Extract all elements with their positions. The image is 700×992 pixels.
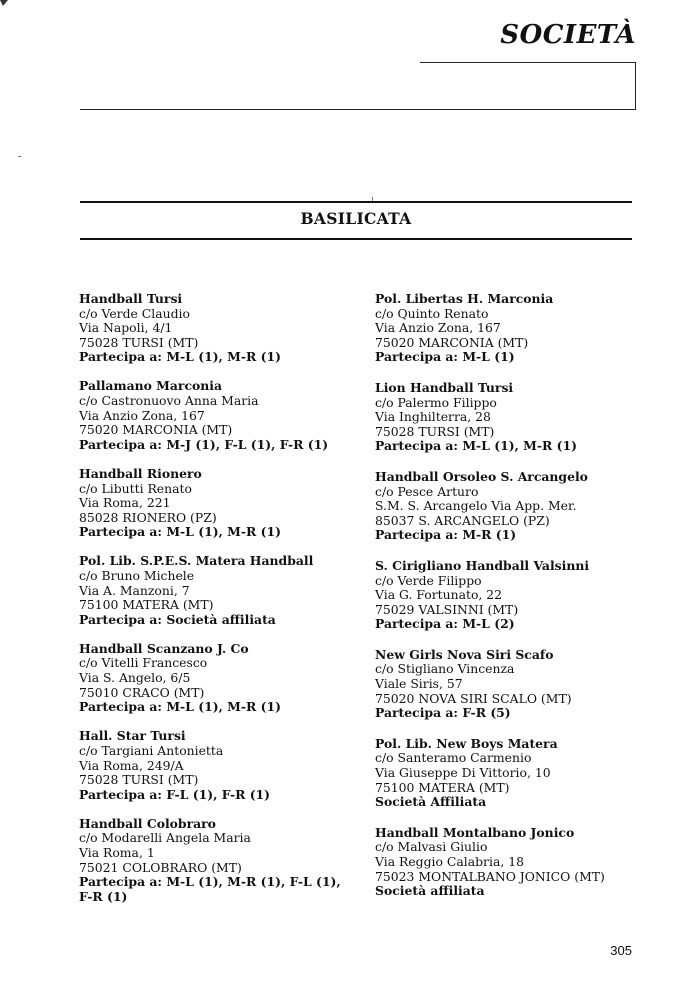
address-line: 75020 MARCONIA (MT): [375, 334, 529, 350]
address-line: c/o Palermo Filippo: [375, 394, 497, 410]
participation-line: Partecipa a: Società affiliata: [79, 611, 276, 627]
left-column: [79, 292, 354, 919]
address-line: 75020 NOVA SIRI SCALO (MT): [375, 690, 572, 706]
address-line: 85037 S. ARCANGELO (PZ): [375, 512, 550, 528]
society-entry: [79, 817, 354, 905]
address-line: 75021 COLOBRARO (MT): [79, 859, 242, 875]
address-line: c/o Santeramo Carmenio: [375, 750, 532, 766]
society-entry: [375, 826, 640, 899]
address-line: 75100 MATERA (MT): [375, 779, 510, 795]
address-line: Via Roma, 221: [79, 495, 171, 511]
address-line: c/o Verde Claudio: [79, 305, 190, 321]
address-line: 75028 TURSI (MT): [79, 772, 199, 788]
address-line: c/o Quinto Renato: [375, 305, 489, 321]
section-title: SOCIETÀ: [500, 20, 636, 50]
address-line: Via Giuseppe Di Vittorio, 10: [375, 765, 551, 781]
header-rule: [80, 109, 636, 110]
society-entry: [375, 470, 640, 543]
address-line: c/o Libutti Renato: [79, 480, 192, 496]
address-line: Via G. Fortunato, 22: [375, 587, 503, 603]
society-name: Handball Colobraro: [79, 815, 216, 831]
society-entry: [79, 729, 354, 802]
address-line: c/o Vitelli Francesco: [79, 655, 208, 671]
header-frame: [420, 62, 636, 110]
participation-line: Partecipa a: M-L (2): [375, 616, 515, 632]
society-name: Pol. Libertas H. Marconia: [375, 291, 554, 306]
address-line: c/o Modarelli Angela Maria: [79, 830, 251, 846]
participation-line: Partecipa a: M-L (1), M-R (1): [79, 699, 281, 715]
society-name: Pallamano Marconia: [79, 378, 223, 394]
participation-line: Partecipa a: M-J (1), F-L (1), F-R (1): [79, 436, 329, 452]
society-entry: [375, 559, 640, 632]
society-entry: [79, 379, 354, 452]
address-line: c/o Pesce Arturo: [375, 483, 479, 499]
society-entry: [79, 554, 354, 627]
address-line: c/o Verde Filippo: [375, 572, 482, 588]
address-line: c/o Castronuovo Anna Maria: [79, 393, 259, 409]
address-line: 85028 RIONERO (PZ): [79, 509, 217, 525]
address-line: Via Anzio Zona, 167: [375, 320, 501, 336]
society-name: New Girls Nova Siri Scafo: [375, 646, 554, 662]
participation-line: Partecipa a: M-R (1): [375, 527, 517, 543]
region-title: BASILICATA: [300, 209, 412, 228]
address-line: Via Anzio Zona, 167: [79, 407, 205, 423]
address-line: Via Inghilterra, 28: [375, 409, 491, 425]
address-line: c/o Stigliano Vincenza: [375, 661, 515, 677]
address-line: 75020 MARCONIA (MT): [79, 422, 233, 438]
address-line: S.M. S. Arcangelo Via App. Mer.: [375, 498, 577, 514]
region-bottom-rule: [80, 238, 632, 240]
address-line: 75100 MATERA (MT): [79, 597, 214, 613]
address-line: Via Reggio Calabria, 18: [375, 854, 524, 869]
scan-speck: [18, 156, 21, 157]
participation-line: Partecipa a: F-R (5): [375, 705, 511, 721]
society-name: Handball Tursi: [79, 291, 183, 306]
address-line: Via Roma, 1: [79, 845, 155, 860]
participation-line: Partecipa a: M-L (1), M-R (1): [79, 349, 281, 365]
address-line: Via Roma, 249/A: [79, 757, 184, 773]
society-entry: [79, 467, 354, 540]
participation-line: Società Affiliata: [375, 794, 487, 810]
address-line: 75028 TURSI (MT): [79, 334, 199, 350]
address-line: Via A. Manzoni, 7: [79, 582, 190, 598]
society-name: S. Cirigliano Handball Valsinni: [375, 557, 590, 573]
society-name: Hall. Star Tursi: [79, 728, 186, 744]
address-line: c/o Malvasi Giulio: [375, 839, 488, 855]
region-top-rule: [80, 201, 632, 203]
society-name: Pol. Lib. New Boys Matera: [375, 735, 558, 751]
participation-line: Partecipa a: M-L (1), M-R (1): [375, 438, 577, 454]
society-entry: [375, 737, 640, 810]
participation-line: Società affiliata: [375, 883, 485, 899]
address-line: Via S. Angelo, 6/5: [79, 670, 191, 686]
address-line: Viale Siris, 57: [375, 676, 463, 692]
participation-line: F-R (1): [79, 888, 128, 904]
society-name: Pol. Lib. S.P.E.S. Matera Handball: [79, 553, 314, 569]
society-entry: [375, 381, 640, 454]
address-line: 75028 TURSI (MT): [375, 423, 495, 439]
society-name: Handball Orsoleo S. Arcangelo: [375, 468, 588, 484]
address-line: 75010 CRACO (MT): [79, 684, 205, 700]
participation-line: Partecipa a: M-L (1), M-R (1), F-L (1),: [79, 874, 341, 890]
address-line: 75029 VALSINNI (MT): [375, 601, 519, 617]
society-entry: [79, 642, 354, 715]
address-line: 75023 MONTALBANO JONICO (MT): [375, 868, 605, 884]
society-name: Lion Handball Tursi: [375, 379, 514, 395]
address-line: c/o Bruno Michele: [79, 568, 195, 583]
page-number: 305: [610, 943, 632, 958]
society-entry: [375, 292, 640, 365]
participation-line: Partecipa a: F-L (1), F-R (1): [79, 786, 271, 802]
society-entry: [79, 292, 354, 365]
participation-line: Partecipa a: M-L (1), M-R (1): [79, 524, 281, 540]
society-name: Handball Scanzano J. Co: [79, 640, 249, 656]
address-line: c/o Targiani Antonietta: [79, 742, 224, 758]
society-name: Handball Rionero: [79, 465, 202, 481]
corner-mark: [0, 0, 8, 6]
right-column: [375, 292, 640, 915]
participation-line: Partecipa a: M-L (1): [375, 349, 515, 365]
address-line: Via Napoli, 4/1: [79, 320, 173, 336]
society-name: Handball Montalbano Jonico: [375, 824, 575, 840]
society-entry: [375, 648, 640, 721]
